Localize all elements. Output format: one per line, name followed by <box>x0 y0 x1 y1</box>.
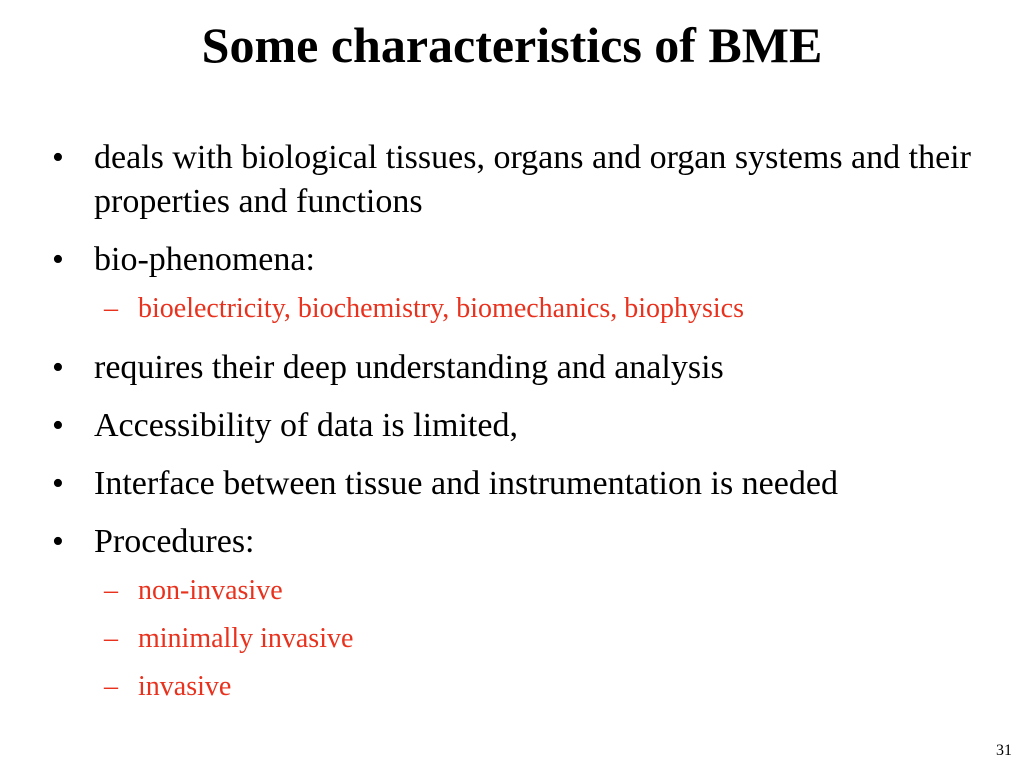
bullet-text: Procedures: <box>94 523 255 560</box>
bullet-item <box>52 136 1002 224</box>
bullet-marker: • <box>52 407 64 444</box>
bullet-item <box>52 520 1002 564</box>
slide-title: Some characteristics of BME <box>201 17 823 73</box>
bullet-item <box>52 238 1002 282</box>
sub-bullet-text: minimally invasive <box>138 623 354 654</box>
sub-bullet-item <box>52 620 1002 658</box>
bullet-text: bio-phenomena: <box>94 241 315 278</box>
sub-bullet-text: non-invasive <box>138 575 283 606</box>
dash-marker: – <box>104 671 118 702</box>
bullet-text: Accessibility of data is limited, <box>94 407 518 444</box>
bullet-item <box>52 462 1002 506</box>
bullet-text: deals with biological tissues, organs and organ systems and their properties and functions <box>94 139 971 220</box>
bullet-marker: • <box>52 465 64 502</box>
bullet-marker: • <box>52 241 64 278</box>
dash-marker: – <box>104 293 118 324</box>
bullet-text: requires their deep understanding and analysis <box>94 349 724 386</box>
bullet-item <box>52 404 1002 448</box>
bullet-marker: • <box>52 139 64 176</box>
page-number: 31 <box>996 742 1012 759</box>
sub-bullet-text: invasive <box>138 671 232 702</box>
sub-bullet-text: bioelectricity, biochemistry, biomechanics, biophysics <box>138 293 744 324</box>
dash-marker: – <box>104 575 118 606</box>
bullet-list <box>52 136 1002 716</box>
bullet-marker: • <box>52 523 64 560</box>
bullet-item <box>52 346 1002 390</box>
sub-bullet-item <box>52 290 1002 328</box>
sub-bullet-item <box>52 668 1002 706</box>
bullet-text: Interface between tissue and instrumentation is needed <box>94 465 838 502</box>
bullet-marker: • <box>52 349 64 386</box>
sub-bullet-item <box>52 572 1002 610</box>
dash-marker: – <box>104 623 118 654</box>
